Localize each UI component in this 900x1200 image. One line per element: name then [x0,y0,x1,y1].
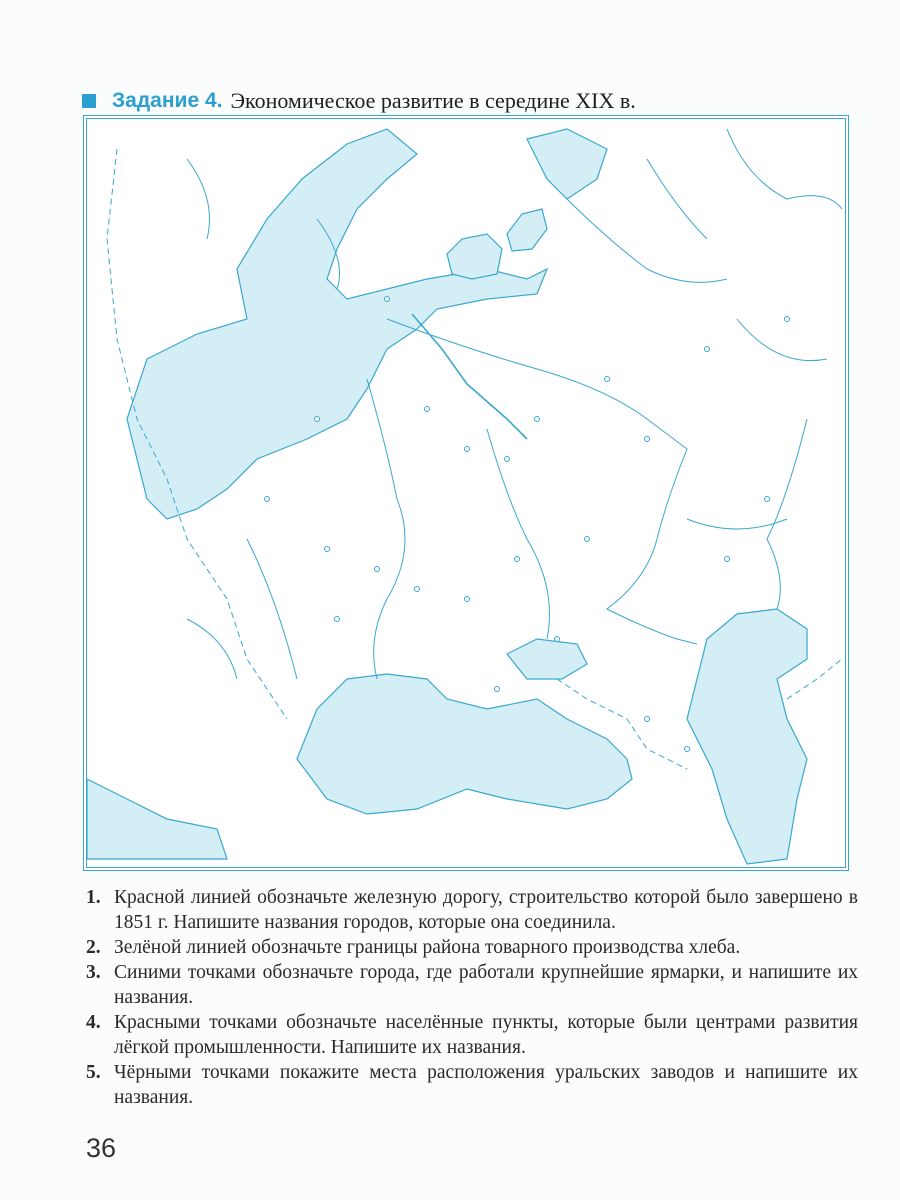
instruction-text: Зелёной линией обозначьте границы района товарного производства хлеба. [114,937,741,958]
page-number: 36 [86,1133,117,1163]
baltic-sea [127,129,547,519]
city-marker [415,587,420,592]
city-marker [605,377,610,382]
city-marker [425,407,430,412]
city-marker [495,687,500,692]
task-label: Задание 4. [112,89,223,112]
white-sea [527,129,607,199]
northern-dvina [567,199,727,282]
instruction-item [86,960,858,1010]
square-bullet-icon [82,94,96,108]
lake-onega [507,209,547,251]
water-bodies [87,129,807,864]
instruction-number: 4. [86,1012,101,1033]
city-marker [505,457,510,462]
city-marker [375,567,380,572]
task-title: Экономическое развитие в середине XIX в. [230,88,636,113]
dniester-river [247,539,297,679]
instruction-item [86,1060,858,1110]
instruction-text: Синими точками обозначьте города, где работали крупнейшие ярмарки, и напишите их названия. [114,962,858,1008]
instruction-number: 1. [86,887,101,908]
pechora-river [727,129,842,209]
city-marker [325,547,330,552]
lake-ladoga [447,234,502,279]
contour-map [83,115,849,871]
task-header [82,88,636,114]
city-marker [705,347,710,352]
volga-river [387,319,697,644]
city-marker [265,497,270,502]
city-marker [315,417,320,422]
instructions-list [86,885,858,1110]
black-sea [297,674,632,814]
instruction-number: 3. [86,962,101,983]
city-marker [725,557,730,562]
instruction-text: Чёрными точками покажите места расположения уральских заводов и напишите их названия. [114,1062,858,1108]
instruction-item [86,935,858,960]
instruction-text: Красной линией обозначьте железную дорогу, строительство которой было завершено в 1851 г. Напишите названия городов, которые она соединила. [114,887,858,933]
don-river [487,429,550,639]
sea-of-azov [507,639,587,679]
instruction-item [86,1010,858,1060]
instruction-number: 5. [86,1062,101,1083]
city-marker [465,447,470,452]
dnieper-river [367,379,405,679]
city-marker [555,637,560,642]
railway-line [412,314,527,439]
instruction-text: Красными точками обозначьте населённые пункты, которые были центрами развития лёгкой промышленности. Напишите их названия. [114,1012,858,1058]
instruction-number: 2. [86,937,101,958]
city-marker [685,747,690,752]
map-canvas [87,119,845,867]
city-marker [645,437,650,442]
city-marker [515,557,520,562]
city-marker [535,417,540,422]
ural-river [767,419,807,609]
city-marker [335,617,340,622]
city-marker [585,537,590,542]
city-marker [385,297,390,302]
caspian-sea [687,609,807,864]
city-marker [645,717,650,722]
aegean-sea [87,779,227,859]
instruction-item [86,885,858,935]
city-marker [465,597,470,602]
city-marker [785,317,790,322]
city-marker [765,497,770,502]
